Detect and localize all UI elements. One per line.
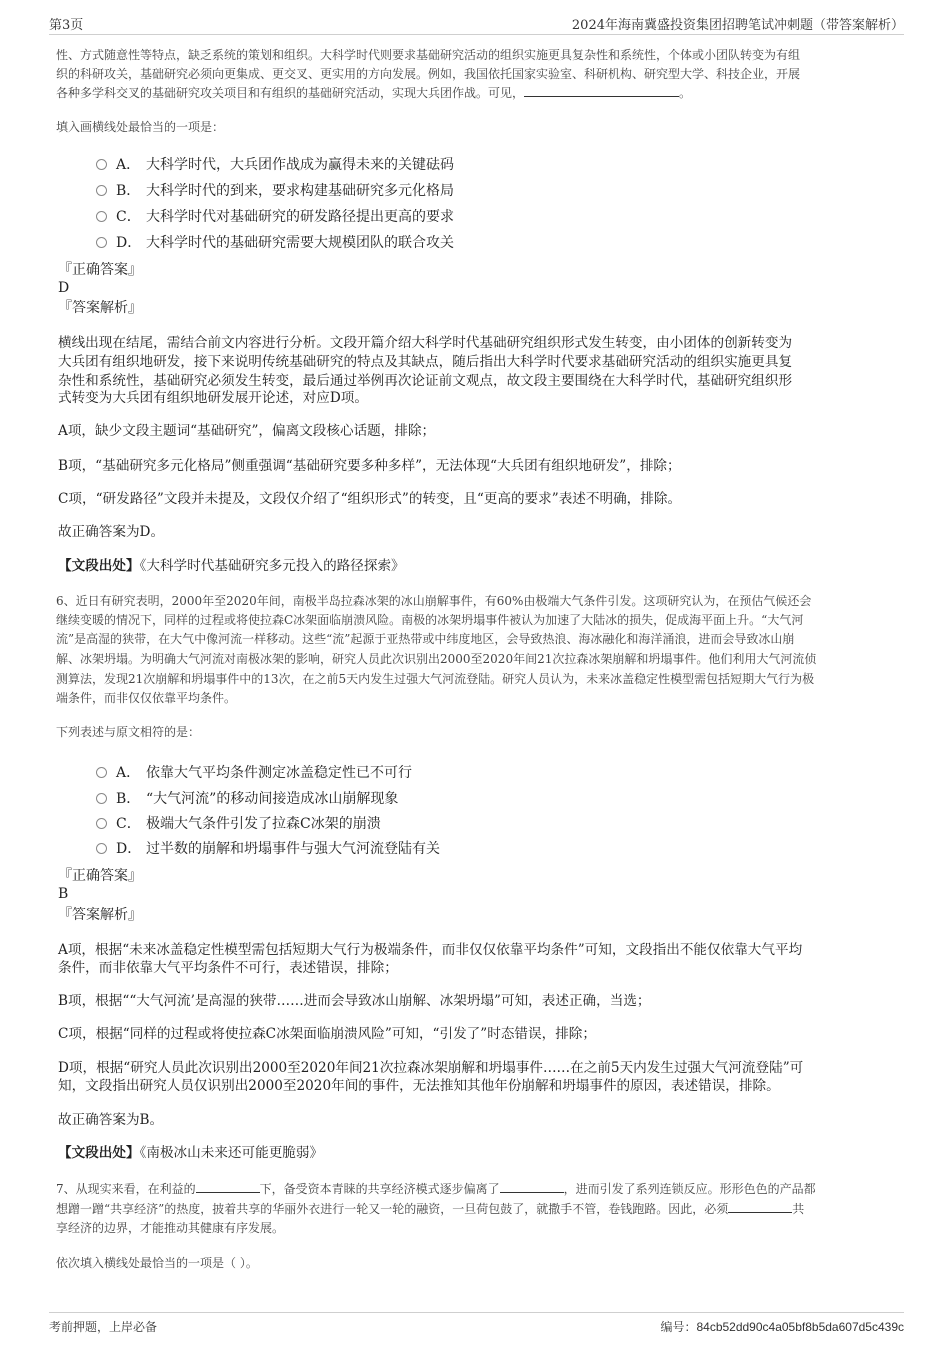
radio-icon[interactable] [96, 818, 107, 829]
q5-prompt: 填入画横线处最恰当的一项是： [56, 120, 225, 134]
document-title: 2024年海南冀盛投资集团招聘笔试冲刺题（带答案解析） [571, 18, 904, 33]
radio-icon[interactable] [96, 793, 107, 804]
q5-analysis-line-2: 大兵团有组织地研发，接下来说明传统基础研究的特点及其缺点，随后指出大科学时代要求基础研究活动的组织实施更具复 [58, 354, 793, 370]
answer-blank [196, 1181, 260, 1193]
q6-analysis-b: B项，根据““大气河流’是高湿的狭带……进而会导致冰山崩解、冰架坍塌”可知，表述正确，当选； [58, 993, 651, 1009]
q6-prompt: 下列表述与原文相符的是： [56, 725, 201, 739]
q5-analysis-label: 『答案解析』 [58, 300, 142, 316]
radio-icon[interactable] [96, 843, 107, 854]
page-number: 第3页 [49, 18, 84, 33]
q5-analysis-line-1: 横线出现在结尾，需结合前文内容进行分析。文段开篇介绍大科学时代基础研究组织形式发生转变，由小团体的创新转变为 [58, 335, 793, 351]
footer-slogan: 考前押题，上岸必备 [49, 1320, 158, 1334]
q5-answer-label: 『正确答案』 [58, 262, 142, 278]
q6-analysis-a-line-1: A项，根据“未来冰盖稳定性模型需包括短期大气行为极端条件，而非仅仅依靠平均条件”可知，文段指出不能仅依靠大气平均 [58, 942, 803, 958]
q5-analysis-a: A项，缺少文段主题词“基础研究”，偏离文段核心话题，排除； [58, 423, 436, 439]
q6-passage-line-3: 流”是高湿的狭带，在大气中像河流一样移动。这些“流”起源于亚热带或中纬度地区，会导致热浪、海冰融化和海洋涌浪，进而会导致冰山崩 [56, 632, 795, 646]
q5-passage-line-2: 织的科研攻关，基础研究必须向更集成、更交叉、更实用的方向发展。例如，我国依托国家实验室、科研机构、研究型大学、科技企业，开展 [56, 67, 801, 81]
q5-answer: D [58, 280, 70, 296]
q6-analysis-label: 『答案解析』 [58, 907, 142, 923]
radio-icon[interactable] [96, 159, 107, 170]
q5-source: 【文段出处】《大科学时代基础研究多元投入的路径探索》 [58, 558, 405, 574]
answer-blank [524, 85, 679, 97]
q5-analysis-c: C项，“研发路径”文段并未提及，文段仅介绍了“组织形式”的转变，且“更高的要求”表述不明确，排除。 [58, 491, 682, 507]
q7-passage-line-3: 享经济的边界，才能推动其健康有序发展。 [56, 1221, 285, 1235]
page-footer [49, 1312, 904, 1339]
radio-icon[interactable] [96, 185, 107, 196]
q6-passage-line-6: 端条件，而非仅仅依靠平均条件。 [56, 691, 237, 705]
q5-conclusion: 故正确答案为D。 [58, 524, 165, 540]
q6-analysis-c: C项，根据“同样的过程或将使拉森C冰架面临崩溃风险”可知，“引发了”时态错误，排除； [58, 1026, 596, 1042]
q6-analysis-d-line-1: D项，根据“研究人员此次识别出2000至2020年间21次拉森冰架崩解和坍塌事件……在之前5天内发生过强大气河流登陆”可 [58, 1060, 804, 1076]
document-code: 编号：84cb52dd90c4a05bf8b5da607d5c439c [660, 1320, 904, 1334]
radio-icon[interactable] [96, 767, 107, 778]
q6-passage-line-4: 解、冰架坍塌。为明确大气河流对南极冰架的影响，研究人员此次识别出2000至2020年间21次拉森冰架崩解和坍塌事件。他们利用大气河流侦 [56, 652, 817, 666]
q7-passage-line-1: 7、从现实来看，在利益的 下，备受资本青睐的共享经济模式逐步偏离了 ，进而引发了系列连锁反应。形形色色的产品都 [56, 1182, 816, 1196]
q6-passage-line-5: 测算法，发现21次崩解和坍塌事件中的13次，在之前5天内发生过强大气河流登陆。研究人员认为，未来冰盖稳定性模型需包括短期大气行为极 [56, 672, 815, 686]
q6-answer: B [58, 886, 69, 902]
q5-analysis-b: B项，“基础研究多元化格局”侧重强调“基础研究要多种多样”，无法体现“大兵团有组织地研发”，排除； [58, 458, 681, 474]
radio-icon[interactable] [96, 211, 107, 222]
radio-icon[interactable] [96, 237, 107, 248]
q6-analysis-d-line-2: 知，文段指出研究人员仅识别出2000至2020年间的事件，无法推知其他年份崩解和坍塌事件的原因，表述错误，排除。 [58, 1078, 780, 1094]
q5-passage-line-1: 性、方式随意性等特点，缺乏系统的策划和组织。大科学时代则要求基础研究活动的组织实施更具复杂性和系统性，个体或小团队转变为有组 [56, 48, 801, 62]
q5-analysis-line-4: 式转变为大兵团有组织地研发展开论述，对应D项。 [58, 390, 368, 406]
q6-conclusion: 故正确答案为B。 [58, 1112, 164, 1128]
q6-answer-label: 『正确答案』 [58, 868, 142, 884]
q6-analysis-a-line-2: 条件，而非依靠大气平均条件不可行，表述错误，排除； [58, 960, 398, 976]
answer-blank [728, 1201, 792, 1213]
page-header [49, 10, 904, 35]
answer-blank [500, 1181, 564, 1193]
q6-passage-line-2: 继续变暖的情况下，同样的过程或将使拉森C冰架面临崩溃风险。南极的冰架坍塌事件被认为加速了大陆冰的损失，促成海平面上升。“大气河 [56, 613, 804, 627]
q5-analysis-line-3: 杂性和系统性，基础研究必须发生转变，最后通过举例再次论证前文观点，故文段主要围绕在大科学时代，基础研究组织形 [58, 373, 793, 389]
q5-passage-line-3: 各种多学科交叉的基础研究攻关项目和有组织的基础研究活动，实现大兵团作战。可见， 。 [56, 86, 692, 100]
q6-passage-line-1: 6、近日有研究表明，2000年至2020年间，南极半岛拉森冰架的冰山崩解事件，有60%由极端大气条件引发。这项研究认为，在预估气候还会 [56, 594, 812, 608]
q7-prompt: 依次填入横线处最恰当的一项是（ ）。 [56, 1256, 258, 1270]
q7-passage-line-2: 想蹭一蹭“共享经济”的热度，披着共享的华丽外衣进行一轮又一轮的融资，一旦荷包鼓了，就撒手不管，卷钱跑路。因此，必须 共 [56, 1202, 805, 1216]
q6-source: 【文段出处】《南极冰山未来还可能更脆弱》 [58, 1145, 324, 1161]
